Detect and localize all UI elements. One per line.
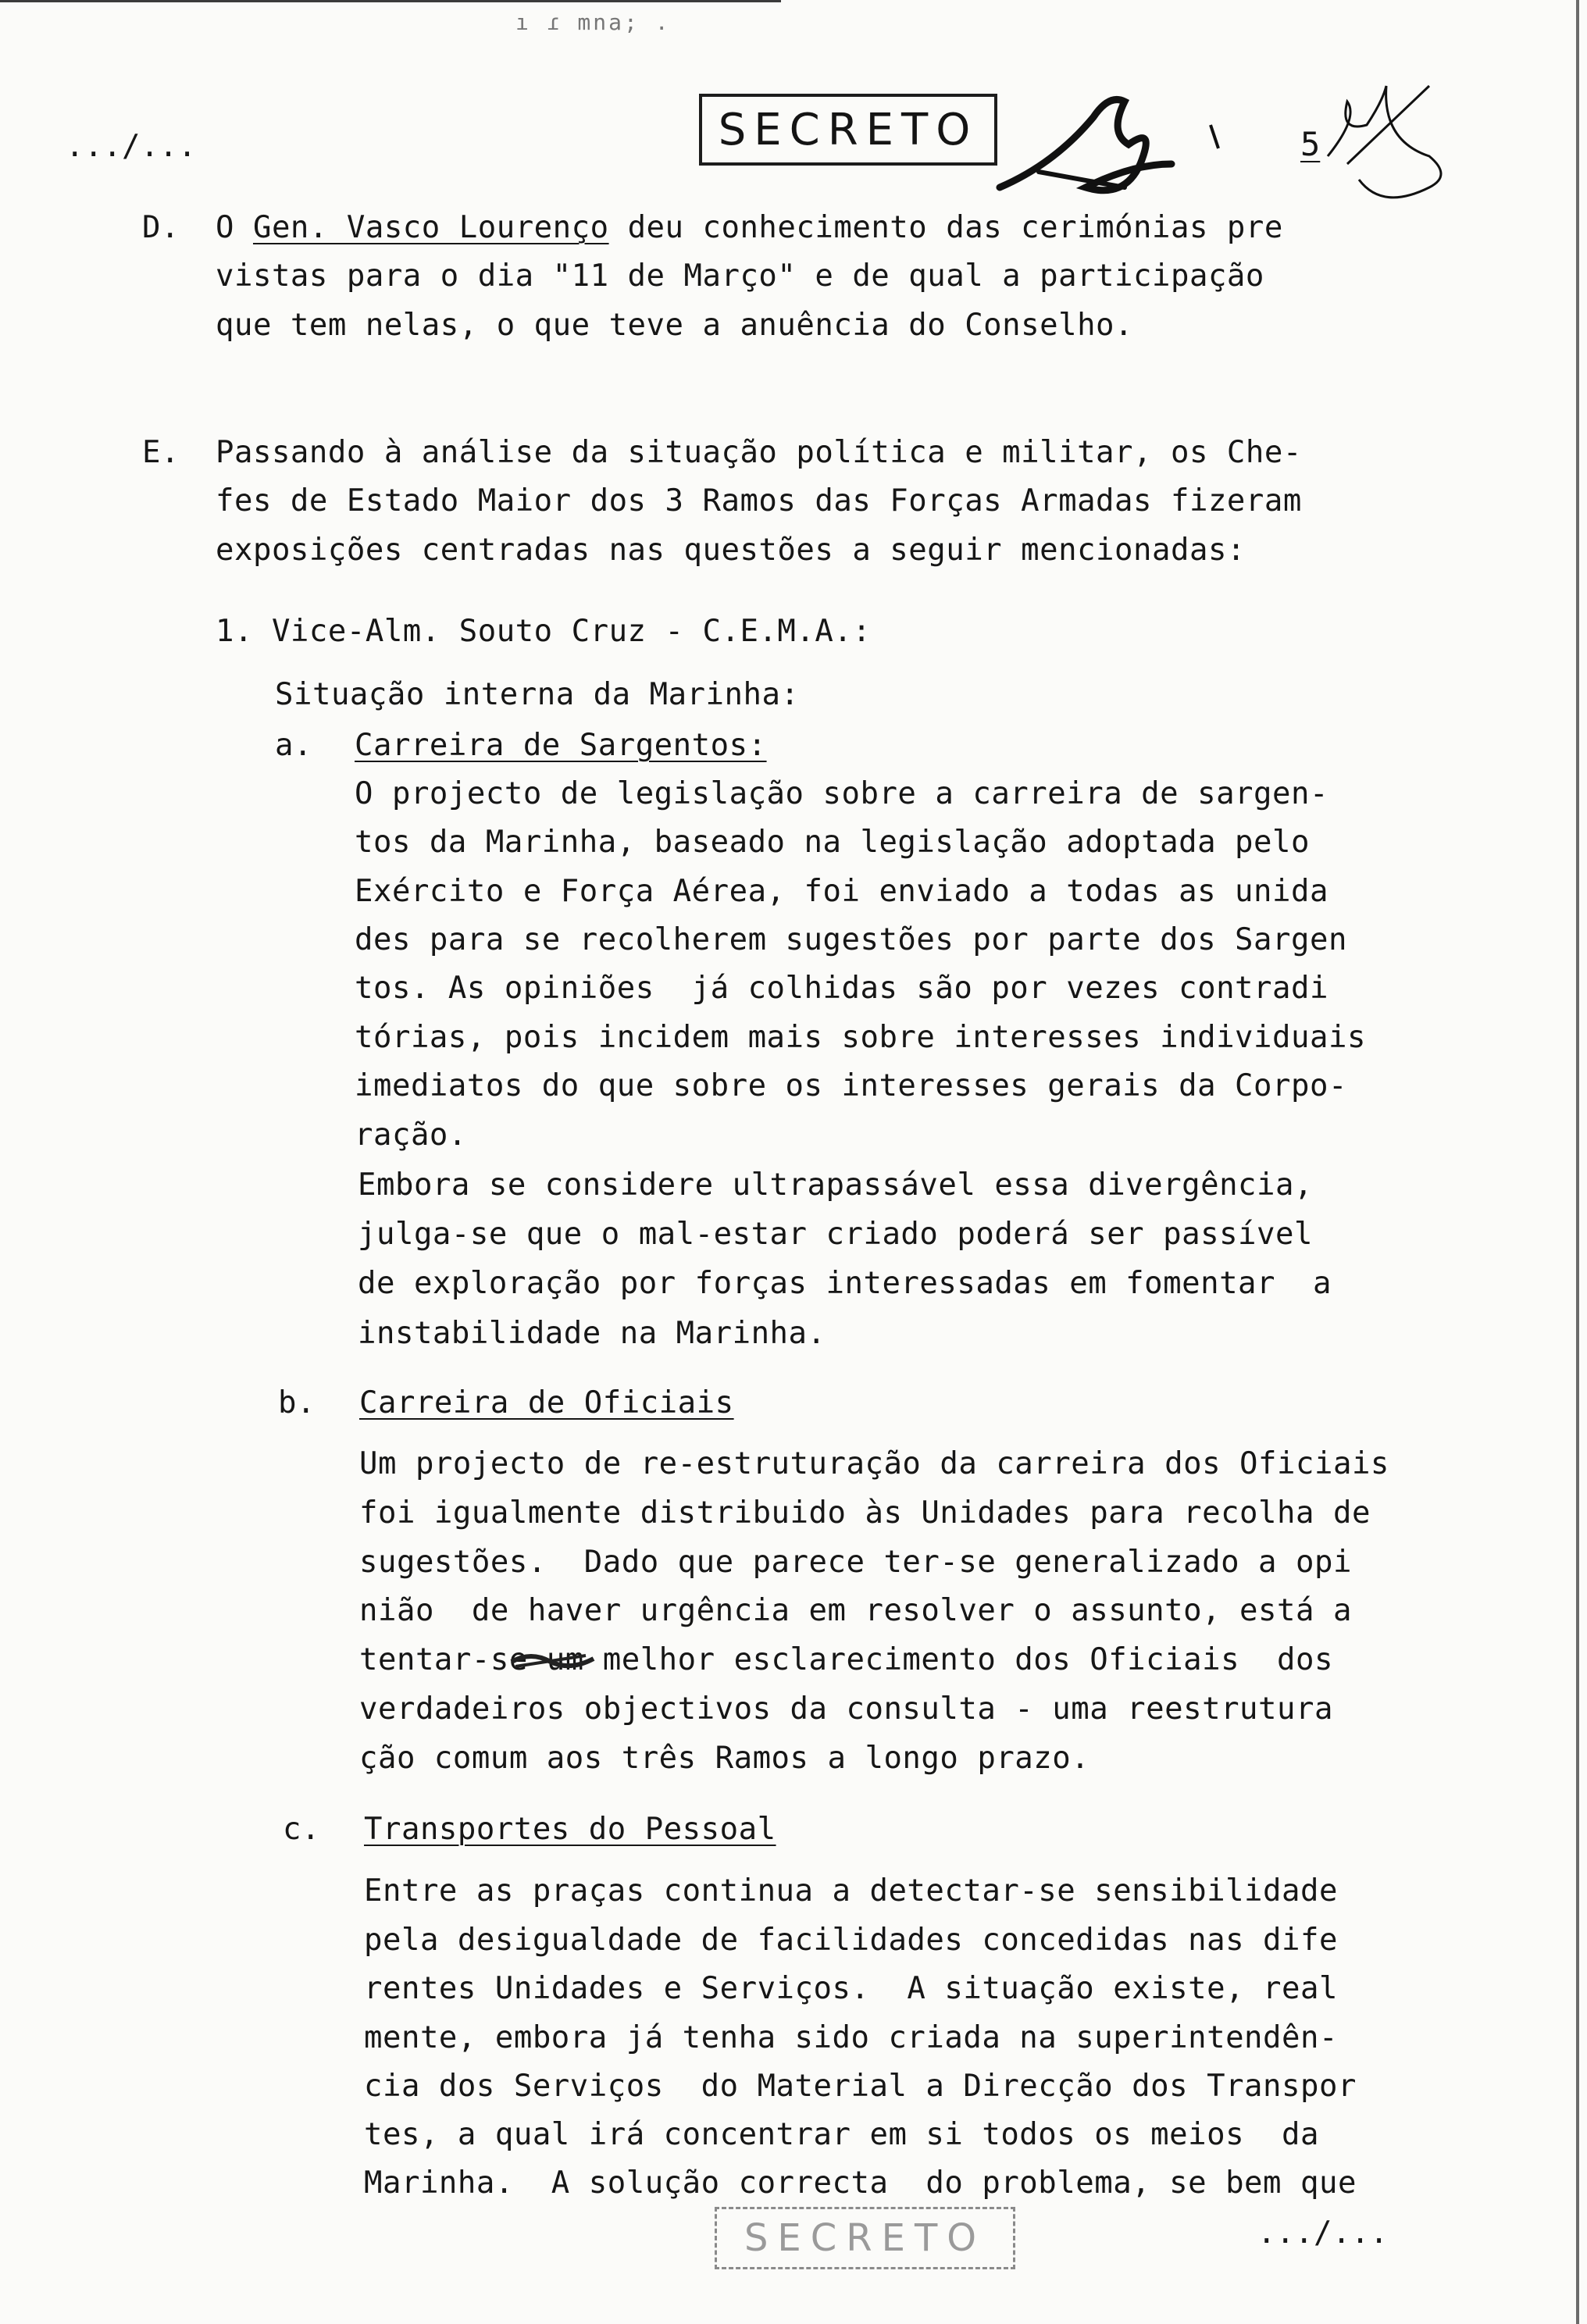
item-1-title: 1. Vice-Alm. Souto Cruz - C.E.M.A.:: [216, 614, 872, 649]
subitem-a-line-6: tórias, pois incidem mais sobre interesses individuais: [355, 1020, 1366, 1055]
subitem-b-heading: Carreira de Oficiais: [359, 1385, 734, 1420]
subitem-b-line-2: foi igualmente distribuido às Unidades para recolha de: [359, 1495, 1371, 1531]
subitem-c-line-4: mente, embora já tenha sido criada na superintendên-: [364, 2020, 1338, 2055]
scan-noise-text: ı ɾ mna; .: [515, 9, 671, 35]
subitem-a-line-8: ração.: [355, 1117, 467, 1153]
section-e-marker: E.: [142, 435, 180, 470]
subitem-c-line-1: Entre as praças continua a detectar-se sensibilidade: [364, 1873, 1338, 1909]
handwritten-signature: [992, 70, 1476, 226]
section-d-line-1: [216, 212, 1283, 243]
classification-stamp-bottom: SECRETO: [715, 2207, 1015, 2269]
subitem-a-line-4: des para se recolherem sugestões por parte dos Sargen: [355, 922, 1347, 957]
subitem-b-line-5: tentar-se um melhor esclarecimento dos Oficiais dos: [359, 1642, 1333, 1677]
subitem-a-line-5: tos. As opiniões já colhidas são por vezes contradi: [355, 971, 1328, 1006]
ink-scratch-mark: [508, 1645, 601, 1676]
subitem-a-line-12: instabilidade na Marinha.: [358, 1316, 826, 1351]
section-d-line-2: vistas para o dia "11 de Março" e de qual a participação: [216, 258, 1264, 294]
subitem-b-line-7: ção comum aos três Ramos a longo prazo.: [359, 1741, 1090, 1776]
text-run: O: [216, 210, 253, 245]
subitem-b-line-4: nião de haver urgência em resolver o assunto, está a: [359, 1593, 1352, 1628]
continuation-marker-top: .../...: [66, 129, 197, 164]
subitem-c-line-7: Marinha. A solução correcta do problema, se bem que: [364, 2165, 1357, 2201]
page-number: 5: [1300, 125, 1321, 163]
section-d-marker: D.: [142, 210, 180, 245]
subitem-c-marker: c.: [283, 1812, 320, 1847]
subitem-a-heading: Carreira de Sargentos:: [355, 728, 767, 763]
subitem-a-line-1: O projecto de legislação sobre a carreira de sargen-: [355, 776, 1328, 811]
subitem-a-line-11: de exploração por forças interessadas em fomentar a: [358, 1266, 1332, 1301]
subitem-a-line-3: Exército e Força Aérea, foi enviado a todas as unida: [355, 874, 1328, 909]
subitem-c-line-3: rentes Unidades e Serviços. A situação existe, real: [364, 1971, 1338, 2006]
subitem-c-line-5: cia dos Serviços do Material a Direcção dos Transpor: [364, 2069, 1357, 2104]
subitem-b-marker: b.: [278, 1385, 316, 1420]
subitem-b-line-6: verdadeiros objectivos da consulta - uma reestrutura: [359, 1691, 1333, 1727]
subitem-c-heading: Transportes do Pessoal: [364, 1812, 776, 1847]
subitem-a-marker: a.: [275, 728, 312, 763]
section-e-line-3: exposições centradas nas questões a seguir mencionadas:: [216, 533, 1246, 568]
scan-edge-right: [1576, 0, 1579, 2324]
subitem-a-line-2: tos da Marinha, baseado na legislação adoptada pelo: [355, 825, 1310, 860]
scan-edge-top: [0, 0, 781, 2]
person-name-gen-vasco-lourenco: Gen. Vasco Lourenço: [252, 210, 609, 245]
subitem-c-line-2: pela desigualdade de facilidades concedidas nas dife: [364, 1923, 1338, 1958]
subitem-b-line-1: Um projecto de re-estruturação da carreira dos Oficiais: [359, 1446, 1389, 1481]
text-run: deu conhecimento das cerimónias pre: [608, 210, 1283, 245]
subitem-b-line-3: sugestões. Dado que parece ter-se generalizado a opi: [359, 1545, 1352, 1580]
subitem-a-line-9: Embora se considere ultrapassável essa divergência,: [358, 1167, 1313, 1203]
section-d-line-3: que tem nelas, o que teve a anuência do Conselho.: [216, 308, 1134, 343]
continuation-marker-bottom: .../...: [1257, 2215, 1389, 2251]
subitem-c-line-6: tes, a qual irá concentrar em si todos os meios da: [364, 2117, 1319, 2152]
classification-stamp-top: SECRETO: [699, 94, 997, 166]
item-1-subtitle: Situação interna da Marinha:: [275, 677, 800, 712]
section-e-line-2: fes de Estado Maior dos 3 Ramos das Forças Armadas fizeram: [216, 483, 1302, 519]
subitem-a-line-7: imediatos do que sobre os interesses gerais da Corpo-: [355, 1068, 1347, 1103]
section-e-line-1: Passando à análise da situação política e militar, os Che-: [216, 435, 1302, 470]
subitem-a-line-10: julga-se que o mal-estar criado poderá ser passível: [358, 1217, 1313, 1252]
